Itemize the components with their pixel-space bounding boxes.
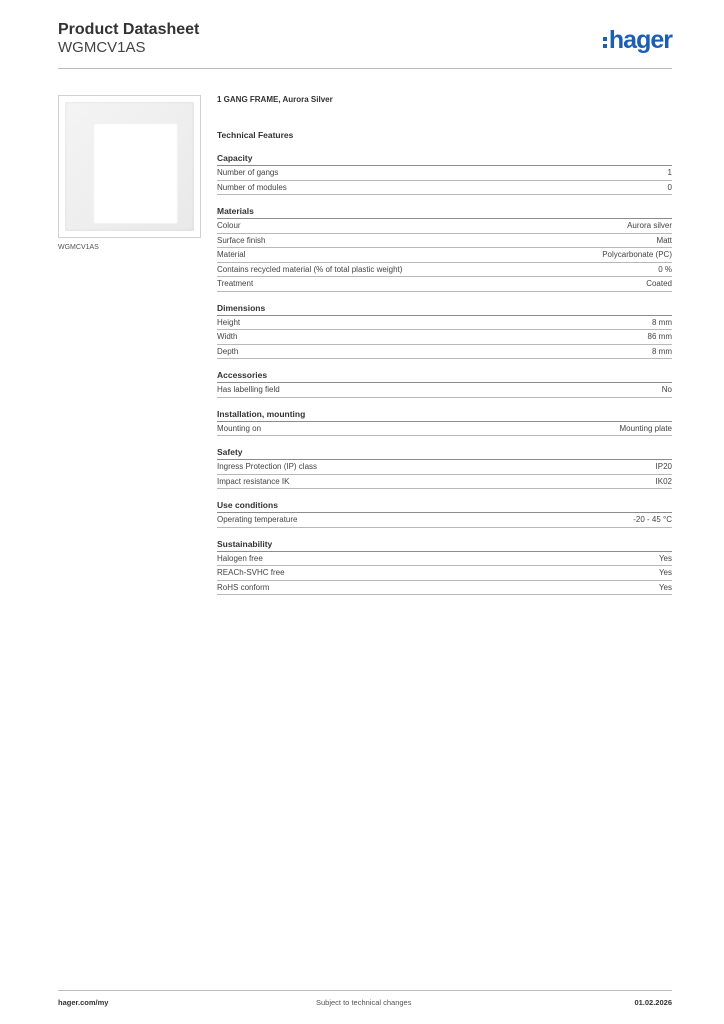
spec-row — [217, 513, 672, 528]
page-title: Product Datasheet — [58, 21, 200, 38]
spec-label: Surface finish — [217, 235, 266, 245]
spec-value: -20 - 45 °C — [633, 515, 672, 524]
spec-label: Number of gangs — [217, 168, 279, 177]
frame-opening — [93, 123, 178, 224]
spec-section — [217, 408, 672, 437]
spec-section — [217, 152, 672, 195]
section-title: Materials — [217, 205, 672, 219]
spec-value: Polycarbonate (PC) — [602, 250, 672, 259]
logo-dots-icon — [603, 37, 607, 48]
spec-section — [217, 369, 672, 398]
spec-value: 0 % — [658, 264, 672, 274]
logo-text: hager — [608, 26, 672, 54]
spec-label: Operating temperature — [217, 515, 298, 524]
spec-value: Aurora silver — [627, 221, 672, 230]
spec-label: Height — [217, 317, 241, 327]
spec-value: 86 mm — [647, 332, 672, 341]
footer-date: 01.02.2026 — [634, 998, 672, 1007]
spec-label: Halogen free — [217, 553, 263, 563]
spec-value: Coated — [646, 279, 672, 288]
spec-value: Yes — [658, 553, 672, 563]
frame-plate-image — [65, 102, 194, 231]
section-title: Safety — [217, 446, 672, 460]
spec-value: 0 — [667, 182, 672, 192]
spec-row — [217, 581, 672, 596]
spec-row — [217, 383, 672, 398]
spec-sections — [217, 152, 672, 595]
spec-label: Impact resistance IK — [217, 476, 290, 486]
technical-features-heading: Technical Features — [217, 130, 294, 140]
spec-row — [217, 263, 672, 278]
footer-divider — [58, 990, 672, 991]
spec-label: Number of modules — [217, 182, 287, 192]
spec-row — [217, 552, 672, 567]
header-divider — [58, 68, 672, 69]
spec-value: IK02 — [655, 476, 672, 486]
spec-label: Ingress Protection (IP) class — [217, 462, 318, 471]
product-image — [58, 95, 201, 238]
section-title: Installation, mounting — [217, 408, 672, 422]
section-title: Capacity — [217, 152, 672, 166]
spec-row — [217, 181, 672, 196]
spec-section — [217, 205, 672, 292]
spec-section — [217, 302, 672, 360]
spec-label: Has labelling field — [217, 385, 280, 394]
spec-row — [217, 345, 672, 360]
spec-row — [217, 316, 672, 331]
spec-label: Contains recycled material (% of total plastic weight) — [217, 264, 403, 274]
spec-row — [217, 422, 672, 437]
spec-value: 1 — [667, 168, 672, 177]
spec-row — [217, 460, 672, 475]
spec-content — [217, 95, 672, 595]
section-title: Accessories — [217, 369, 672, 383]
spec-row — [217, 166, 672, 181]
spec-value: 8 mm — [652, 317, 672, 327]
spec-label: Treatment — [217, 279, 254, 288]
spec-row — [217, 475, 672, 490]
product-code: WGMCV1AS — [58, 39, 146, 56]
spec-label: Mounting on — [217, 423, 262, 433]
spec-label: Width — [217, 332, 238, 341]
product-name: 1 GANG FRAME, Aurora Silver — [217, 95, 333, 104]
spec-label: Material — [217, 250, 246, 259]
section-title: Dimensions — [217, 302, 672, 316]
spec-section — [217, 538, 672, 596]
spec-value: Mounting plate — [619, 423, 672, 433]
footer-note: Subject to technical changes — [316, 998, 412, 1007]
spec-value: Matt — [656, 235, 672, 245]
product-image-caption: WGMCV1AS — [58, 244, 99, 251]
spec-row — [217, 248, 672, 263]
spec-label: RoHS conform — [217, 582, 270, 592]
spec-row — [217, 277, 672, 292]
spec-value: Yes — [658, 582, 672, 592]
spec-value: No — [661, 385, 672, 394]
spec-row — [217, 219, 672, 234]
spec-row — [217, 330, 672, 345]
spec-label: Depth — [217, 346, 239, 356]
footer-website-link[interactable]: hager.com/my — [58, 998, 109, 1007]
spec-value: 8 mm — [652, 346, 672, 356]
section-title: Use conditions — [217, 499, 672, 513]
spec-value: Yes — [658, 568, 672, 577]
spec-label: Colour — [217, 221, 241, 230]
spec-row — [217, 234, 672, 249]
spec-section — [217, 499, 672, 528]
spec-row — [217, 566, 672, 581]
spec-label: REACh-SVHC free — [217, 568, 285, 577]
section-title: Sustainability — [217, 538, 672, 552]
spec-section — [217, 446, 672, 489]
brand-logo — [603, 28, 672, 53]
spec-value: IP20 — [655, 462, 672, 471]
